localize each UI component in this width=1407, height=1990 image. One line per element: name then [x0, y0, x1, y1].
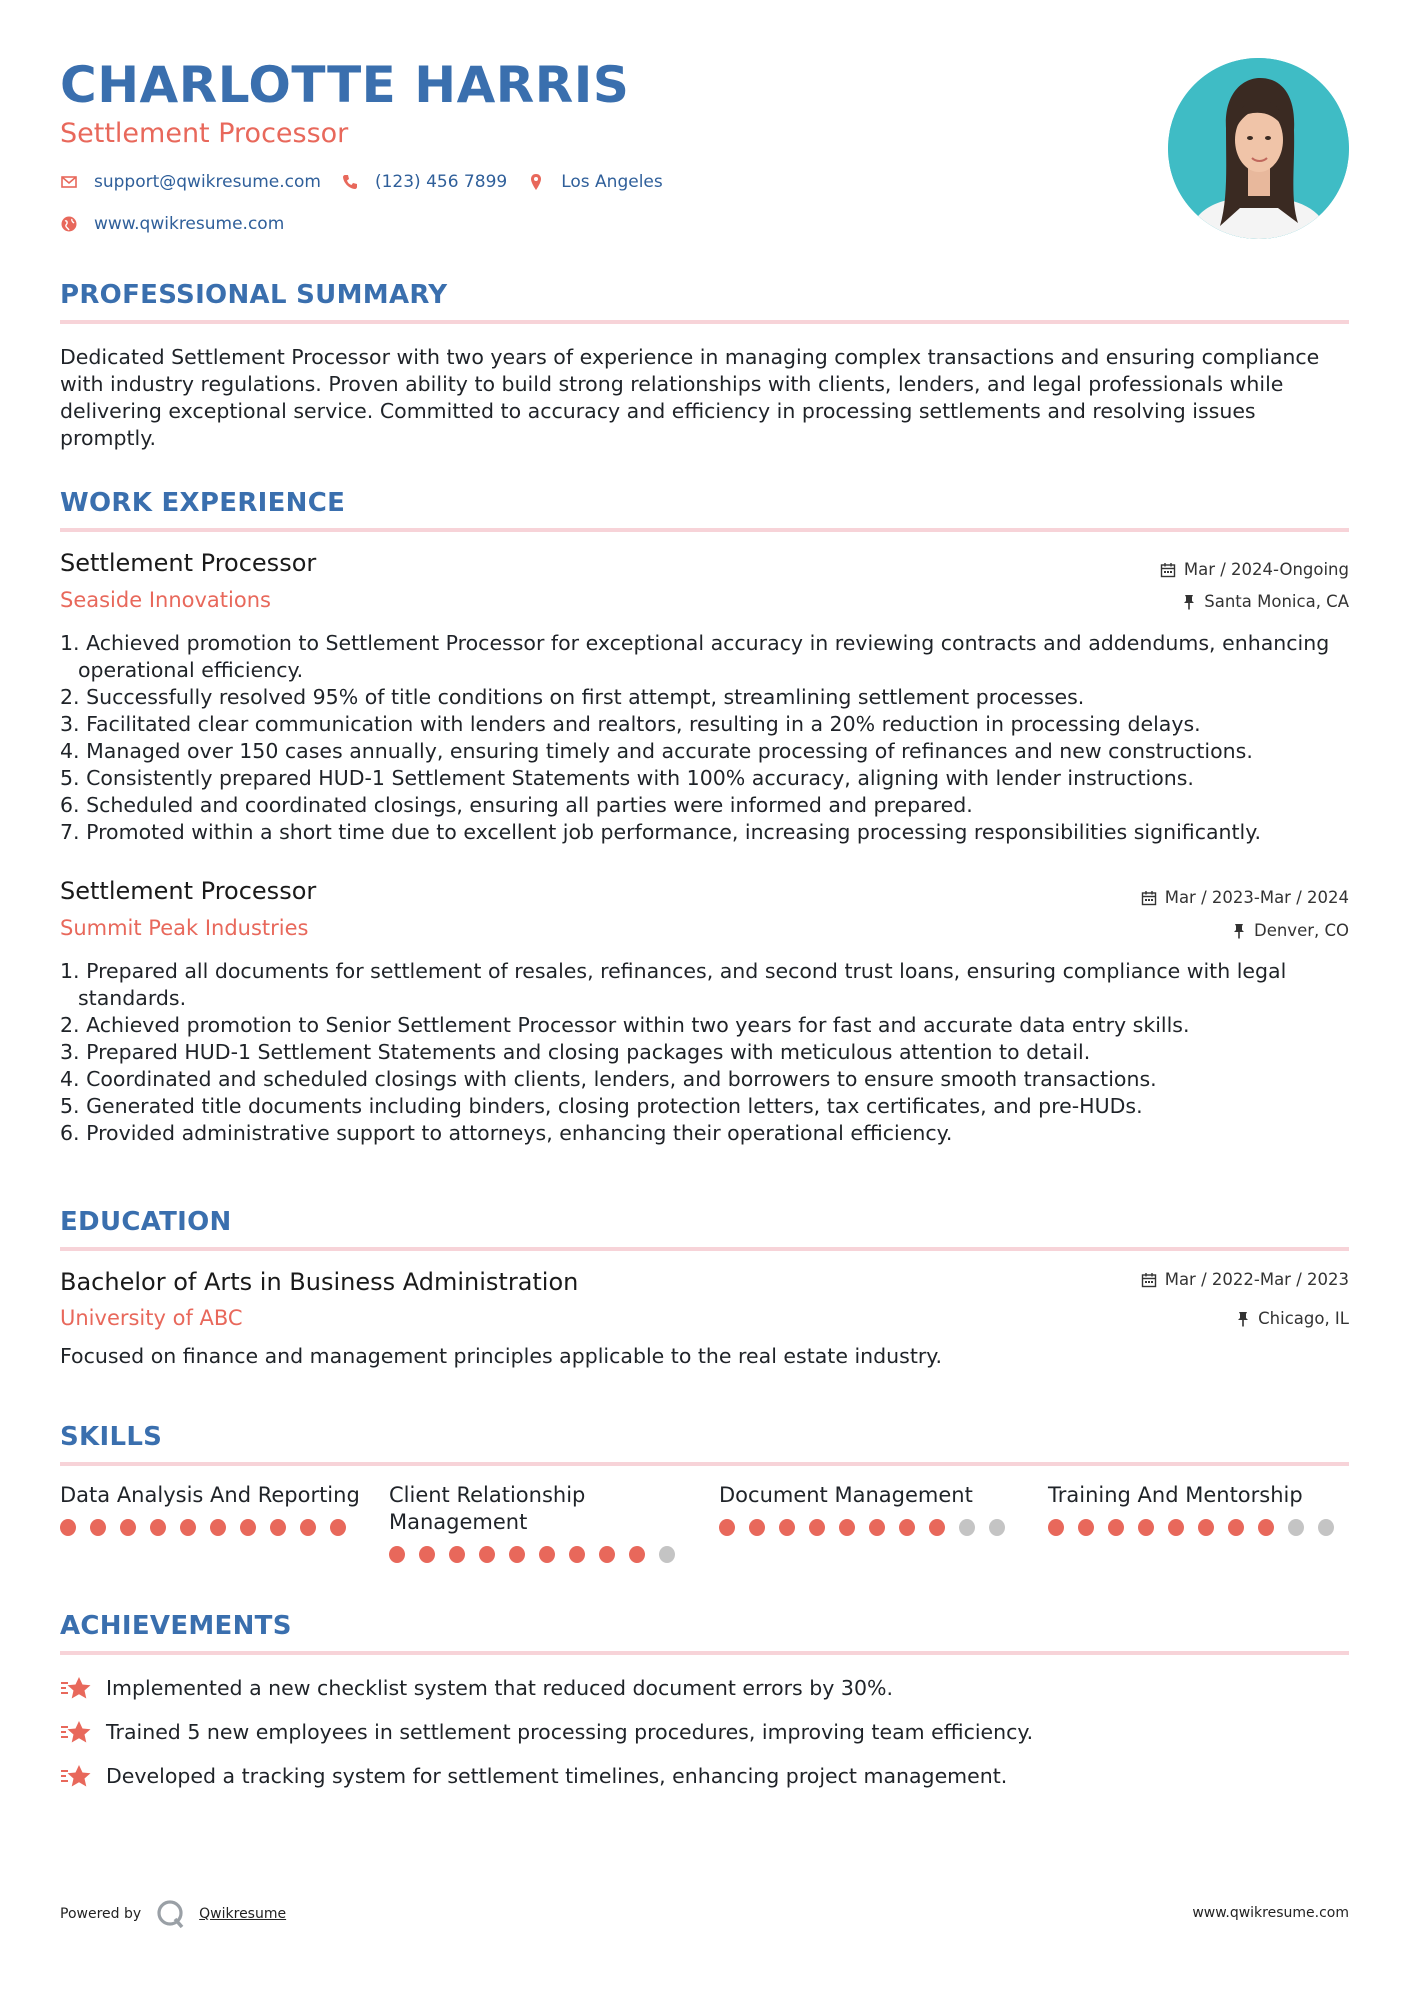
rating-dot-filled: [1228, 1519, 1244, 1536]
rating-dot-filled: [839, 1519, 855, 1536]
contact-row: [60, 172, 663, 192]
rating-dot-filled: [60, 1519, 76, 1536]
powered-by-label: Powered by: [60, 1906, 142, 1922]
location-text: Los Angeles: [561, 172, 663, 192]
website-link[interactable]: www.qwikresume.com: [94, 214, 285, 234]
experience-divider: [60, 528, 1349, 532]
education-date-text: Mar / 2022-Mar / 2023: [1164, 1270, 1349, 1289]
rating-dot-empty: [1318, 1519, 1334, 1536]
achievement-item: [60, 1675, 893, 1701]
job-2-bullets: [60, 958, 1350, 1147]
qwikresume-link[interactable]: Qwikresume: [199, 1906, 287, 1922]
rating-dot-empty: [1288, 1519, 1304, 1536]
skill-item: [1048, 1482, 1348, 1536]
skills-heading: SKILLS: [60, 1422, 163, 1452]
phone-icon: [341, 173, 359, 191]
job-1-date: [1160, 560, 1349, 579]
achievement-item: [60, 1719, 1033, 1745]
summary-divider: [60, 320, 1349, 324]
education-divider: [60, 1247, 1349, 1251]
rating-dot-filled: [539, 1546, 555, 1563]
achievement-text: Trained 5 new employees in settlement processing procedures, improving team efficiency.: [106, 1720, 1034, 1744]
school-name: University of ABC: [60, 1306, 243, 1330]
rating-dot-filled: [1258, 1519, 1274, 1536]
job-1-location-text: Santa Monica, CA: [1204, 592, 1349, 611]
footer-powered-by: [60, 1898, 286, 1930]
globe-icon: [60, 215, 78, 233]
skill-rating: [60, 1519, 360, 1536]
rating-dot-filled: [779, 1519, 795, 1536]
list-item: 4. Coordinated and scheduled closings with clients, lenders, and borrowers to ensure smooth transactions.: [60, 1067, 1157, 1091]
achievement-item: [60, 1763, 1007, 1789]
profile-photo: [1168, 58, 1349, 239]
rating-dot-filled: [449, 1546, 465, 1563]
list-item: 6. Scheduled and coordinated closings, ensuring all parties were informed and prepared.: [60, 793, 973, 817]
rating-dot-filled: [270, 1519, 286, 1536]
skill-item: [60, 1482, 360, 1536]
summary-heading: PROFESSIONAL SUMMARY: [60, 280, 448, 310]
candidate-title: Settlement Processor: [60, 118, 349, 149]
star-award-icon: [60, 1675, 92, 1701]
location-pin-icon: [527, 173, 545, 191]
education-heading: EDUCATION: [60, 1207, 232, 1237]
rating-dot-filled: [1198, 1519, 1214, 1536]
job-2-company: Summit Peak Industries: [60, 916, 309, 940]
list-item: 1. Prepared all documents for settlement of resales, refinances, and second trust loans, ensuring compliance with legal standards.: [60, 959, 1287, 1010]
pushpin-icon: [1236, 1311, 1250, 1327]
list-item: 1. Achieved promotion to Settlement Processor for exceptional accuracy in reviewing contracts and addendums, enhancing operational efficiency.: [60, 631, 1330, 682]
list-item: 4. Managed over 150 cases annually, ensuring timely and accurate processing of refinances and new constructions.: [60, 739, 1253, 763]
qwikresume-logo-icon: [155, 1898, 187, 1930]
list-item: 2. Successfully resolved 95% of title conditions on first attempt, streamlining settlement processes.: [60, 685, 1085, 709]
rating-dot-filled: [419, 1546, 435, 1563]
job-1-date-text: Mar / 2024-Ongoing: [1183, 560, 1349, 579]
email-link[interactable]: support@qwikresume.com: [94, 172, 321, 192]
email-icon: [60, 173, 78, 191]
skill-name: Document Management: [719, 1483, 973, 1507]
rating-dot-filled: [180, 1519, 196, 1536]
star-award-icon: [60, 1719, 92, 1745]
education-location-text: Chicago, IL: [1258, 1309, 1349, 1328]
job-2-date-text: Mar / 2023-Mar / 2024: [1164, 888, 1349, 907]
list-item: 3. Facilitated clear communication with lenders and realtors, resulting in a 20% reduction in processing delays.: [60, 712, 1201, 736]
degree-title: Bachelor of Arts in Business Administration: [60, 1268, 579, 1296]
list-item: 2. Achieved promotion to Senior Settlement Processor within two years for fast and accurate data entry skills.: [60, 1013, 1190, 1037]
achievement-text: Developed a tracking system for settlement timelines, enhancing project management.: [106, 1764, 1008, 1788]
rating-dot-empty: [659, 1546, 675, 1563]
rating-dot-filled: [869, 1519, 885, 1536]
achievement-text: Implemented a new checklist system that reduced document errors by 30%.: [106, 1676, 893, 1700]
job-2-location-text: Denver, CO: [1253, 921, 1349, 940]
job-1-bullets: [60, 630, 1350, 846]
skill-item: [389, 1482, 689, 1563]
skill-name: Client Relationship Management: [389, 1483, 586, 1534]
list-item: 5. Generated title documents including binders, closing protection letters, tax certificates, and pre-HUDs.: [60, 1094, 1143, 1118]
rating-dot-empty: [989, 1519, 1005, 1536]
job-1-company: Seaside Innovations: [60, 588, 271, 612]
phone-number[interactable]: (123) 456 7899: [374, 172, 508, 192]
education-date: [1141, 1270, 1349, 1289]
rating-dot-filled: [330, 1519, 346, 1536]
rating-dot-filled: [629, 1546, 645, 1563]
skill-item: [719, 1482, 1019, 1536]
rating-dot-filled: [240, 1519, 256, 1536]
rating-dot-filled: [120, 1519, 136, 1536]
rating-dot-filled: [1108, 1519, 1124, 1536]
rating-dot-filled: [599, 1546, 615, 1563]
footer-website[interactable]: www.qwikresume.com: [1192, 1905, 1349, 1921]
pushpin-icon: [1232, 923, 1246, 939]
candidate-name: CHARLOTTE HARRIS: [60, 56, 630, 114]
skills-divider: [60, 1462, 1349, 1466]
rating-dot-filled: [1168, 1519, 1184, 1536]
rating-dot-filled: [899, 1519, 915, 1536]
rating-dot-filled: [719, 1519, 735, 1536]
list-item: 3. Prepared HUD-1 Settlement Statements and closing packages with meticulous attention to detail.: [60, 1040, 1091, 1064]
skill-name: Data Analysis And Reporting: [60, 1483, 360, 1507]
job-1-title: Settlement Processor: [60, 549, 317, 577]
achievements-heading: ACHIEVEMENTS: [60, 1611, 292, 1641]
job-1-location: [1182, 592, 1349, 611]
rating-dot-filled: [569, 1546, 585, 1563]
skill-rating: [1048, 1519, 1348, 1536]
pushpin-icon: [1182, 594, 1196, 610]
list-item: 5. Consistently prepared HUD-1 Settlement Statements with 100% accuracy, aligning with lender instructions.: [60, 766, 1194, 790]
rating-dot-filled: [1078, 1519, 1094, 1536]
rating-dot-filled: [509, 1546, 525, 1563]
rating-dot-filled: [210, 1519, 226, 1536]
skill-rating: [719, 1519, 1019, 1536]
list-item: 7. Promoted within a short time due to excellent job performance, increasing processing responsibilities significantly.: [60, 820, 1261, 844]
skill-name: Training And Mentorship: [1048, 1483, 1303, 1507]
rating-dot-filled: [300, 1519, 316, 1536]
calendar-icon: [1141, 1272, 1157, 1288]
rating-dot-filled: [749, 1519, 765, 1536]
experience-heading: WORK EXPERIENCE: [60, 488, 346, 518]
job-2-location: [1232, 921, 1349, 940]
star-award-icon: [60, 1763, 92, 1789]
rating-dot-filled: [389, 1546, 405, 1563]
rating-dot-filled: [150, 1519, 166, 1536]
job-2-title: Settlement Processor: [60, 877, 317, 905]
job-2-date: [1141, 888, 1349, 907]
rating-dot-filled: [1048, 1519, 1064, 1536]
website-row: [60, 214, 284, 234]
rating-dot-filled: [479, 1546, 495, 1563]
rating-dot-empty: [959, 1519, 975, 1536]
rating-dot-filled: [929, 1519, 945, 1536]
calendar-icon: [1141, 890, 1157, 906]
list-item: 6. Provided administrative support to attorneys, enhancing their operational efficiency.: [60, 1121, 953, 1145]
calendar-icon: [1160, 562, 1176, 578]
education-description: Focused on finance and management principles applicable to the real estate industry.: [60, 1344, 943, 1368]
rating-dot-filled: [809, 1519, 825, 1536]
summary-text: Dedicated Settlement Processor with two years of experience in managing complex transactions and ensuring compliance with industry regulations. Proven ability to build strong relationships with clients, lenders, and legal professionals while delivering exceptional service. Committed to accuracy and efficiency in processing settlements and resolving issues promptly.: [60, 345, 1320, 450]
portrait-illustration: [1168, 58, 1349, 239]
achievements-divider: [60, 1651, 1349, 1655]
skill-rating: [389, 1546, 689, 1563]
education-location: [1236, 1309, 1349, 1328]
rating-dot-filled: [1138, 1519, 1154, 1536]
rating-dot-filled: [90, 1519, 106, 1536]
